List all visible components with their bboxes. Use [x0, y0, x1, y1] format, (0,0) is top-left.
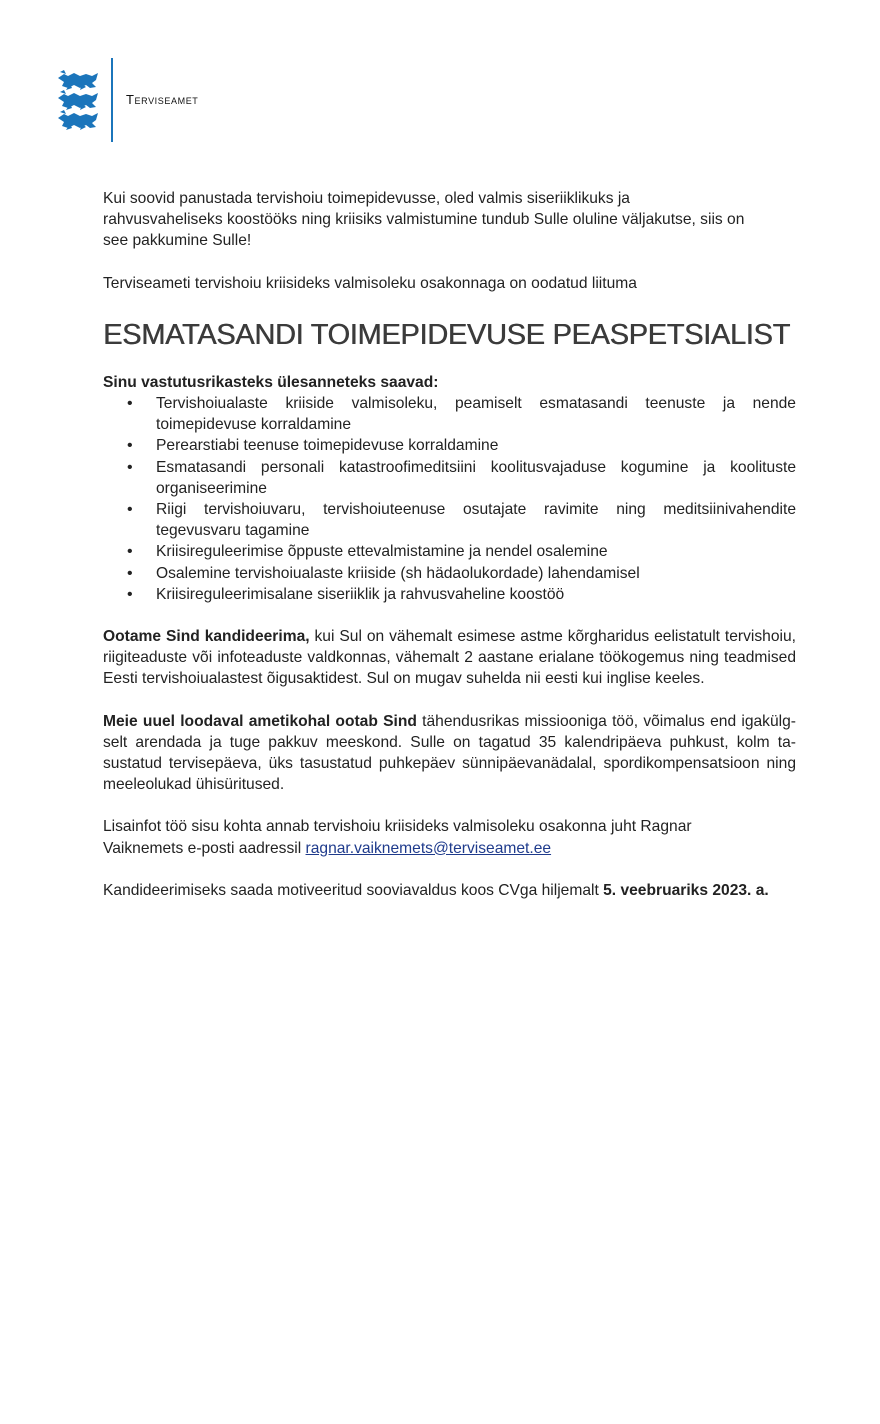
requirements-text: kui Sul on vähemalt esimese astme kõrgharidus eelistatult tervishoiu, riigiteaduste või infoteaduste valdkonnas, vähemalt 2 aastane erialane töökogemus ning teadmised Eesti tervishoiualastest õigusaktidest. Sul on mugav suhelda nii eesti kui inglise keeles.	[103, 628, 796, 688]
list-item: • Osalemine tervishoiualaste kriiside (sh hädaolukordade) lahendamisel	[103, 563, 796, 584]
invite-text: Terviseameti tervishoiu kriisideks valmisoleku osakonnaga on oodatud liituma	[103, 274, 637, 292]
list-item: • Perearstiabi teenuse toimepidevuse korraldamine	[103, 435, 796, 456]
contact-prefix: Vaiknemets e-posti aadressil	[103, 839, 306, 857]
deadline-text: Kandideerimiseks saada motiveeritud sooviavaldus koos CVga hiljemalt	[103, 881, 604, 899]
deadline-date: 5. veebruariks 2023. a.	[603, 881, 769, 899]
intro-line: Kui soovid panustada tervishoiu toimepidevusse, oled valmis siseriiklikuks ja	[103, 190, 630, 207]
bullet-icon: •	[127, 585, 133, 603]
offer-lead: Meie uuel loodaval ametikohal ootab Sind	[103, 712, 417, 730]
contact-line: Lisainfot töö sisu kohta annab tervishoiu kriisideks valmisoleku osakonna juht Ragnar	[103, 818, 692, 836]
job-advert	[103, 188, 796, 901]
logo-divider	[111, 58, 113, 142]
bullet-icon: •	[127, 458, 133, 476]
duties-heading: Sinu vastutusrikasteks ülesanneteks saavad:	[103, 373, 439, 391]
bullet-icon: •	[127, 395, 133, 413]
three-lions-coat-of-arms-icon	[56, 70, 100, 130]
list-item: • Tervishoiualaste kriiside valmisoleku, peamiselt esmatasandi teenuste ja nende toimepidevuse korraldamine	[127, 395, 796, 434]
bullet-icon: •	[127, 543, 133, 561]
offer-text: tähendusrikas missiooniga töö, võimalus end igakülgselt arendada ja tuge pakkuv meeskond. Sulle on tagatud 35 kalendripäeva puhkust, kolm tasustatud tervisepäeva, üks tasustatud puhkepäev sünnipäevanädalal, spordikompensatsioon ning meeleolukad ühisüritused.	[103, 712, 796, 794]
bullet-icon: •	[127, 501, 133, 519]
list-item: • Kriisireguleerimise õppuste ettevalmistamine ja nendel osalemine	[103, 541, 796, 562]
list-item: • Riigi tervishoiuvaru, tervishoiuteenuse osutajate ravimite ning meditsiinivahendite tegevusvaru tagamine	[127, 501, 796, 540]
bullet-icon: •	[127, 437, 133, 455]
bullet-icon: •	[127, 564, 133, 582]
intro-line: see pakkumine Sulle!	[103, 232, 252, 250]
list-item: • Esmatasandi personali katastroofimeditsiini koolitusvajaduse kogumine ja koolituste organiseerimine	[127, 458, 796, 497]
requirements-lead: Ootame Sind kandideerima,	[103, 628, 310, 646]
offer-paragraph	[103, 711, 796, 796]
contact-paragraph	[103, 816, 796, 858]
position-title: ESMATASANDI TOIMEPIDEVUSE PEASPETSIALIST	[103, 318, 790, 351]
requirements-paragraph	[103, 626, 796, 690]
deadline-paragraph	[103, 880, 796, 901]
intro-paragraph	[103, 188, 796, 252]
intro-line: rahvusvaheliseks koostööks ning kriisiks valmistumine tundub Sulle oluline väljakutse, siis on	[103, 211, 745, 229]
duties-list	[103, 393, 796, 605]
contact-email-link[interactable]: ragnar.vaiknemets@terviseamet.ee	[305, 839, 552, 857]
organization-name: Terviseamet	[126, 92, 199, 107]
list-item: • Kriisireguleerimisalane siseriiklik ja rahvusvaheline koostöö	[103, 584, 796, 605]
